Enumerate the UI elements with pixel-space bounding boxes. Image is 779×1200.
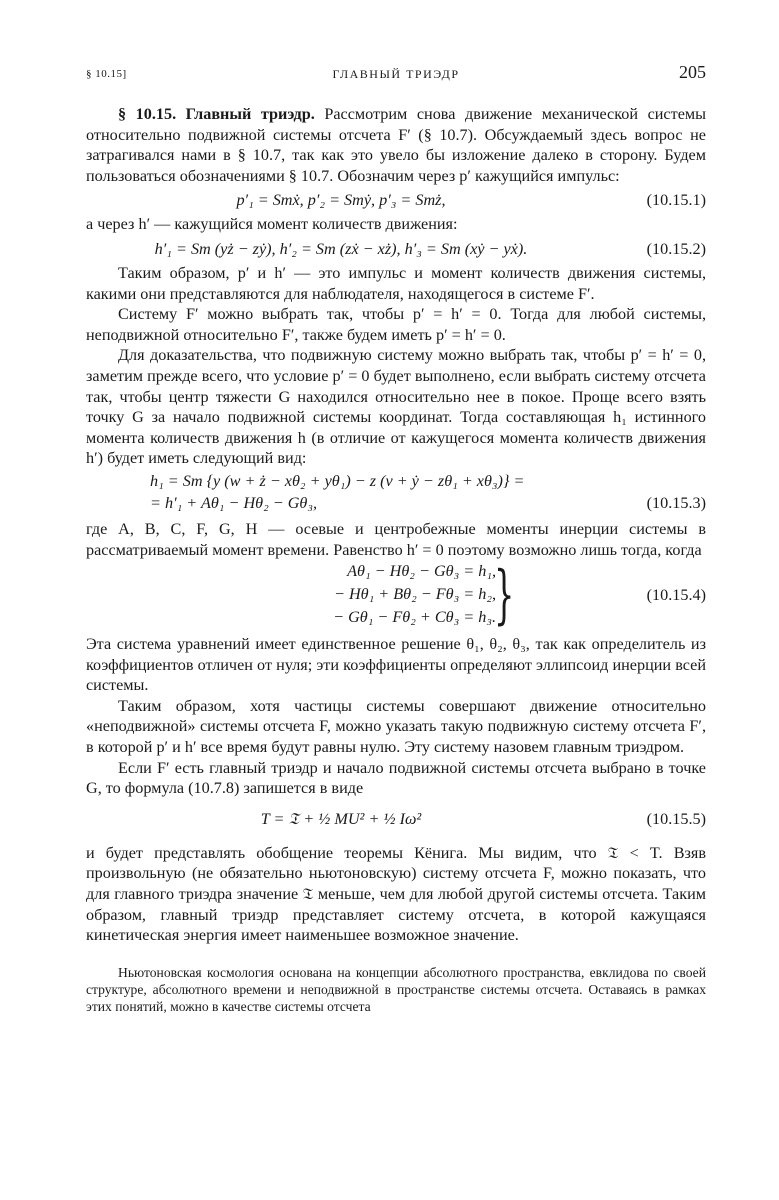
paragraph-10: и будет представлять обобщение теоремы Кёнига. Мы видим, что 𝔗 < T. Взяв произвольную (не обязательно ньютоновскую) систему отсчета F, можно показать, что для главного триэдра значение 𝔗 меньше, чем для любой другой системы отсчета. Таким образом, главный триэдр представляет систему отсчета, в которой кажущаяся кинетическая энергия имеет наименьшее возможное значение.: [86, 843, 706, 945]
paragraph-2: а через h′ — кажущийся момент количеств движения:: [86, 215, 458, 234]
equation-10-15-2: [86, 235, 706, 263]
equation-number: (10.15.2): [646, 239, 706, 258]
paragraph-8: Таким образом, хотя частицы системы совершают движение относительно «неподвижной» системы отсчета F, можно указать такую подвижную систему отсчета F′, в которой p′ и h′ все время будут равны нулю. Эту систему назовем главным триэдром.: [86, 696, 706, 757]
section-ref: § 10.15]: [86, 68, 127, 80]
paragraph-3: Таким образом, p′ и h′ — это импульс и момент количеств движения системы, какими они представляются для наблюдателя, находящегося в системе F′.: [86, 263, 706, 303]
paragraph-7: Эта система уравнений имеет единственное решение θ₁, θ₂, θ₃, так как определитель из коэффициентов отличен от нуля; эти коэффициенты определяют эллипсоид инерции всей системы.: [86, 635, 706, 695]
page-body: [86, 104, 706, 1015]
equation-body: T = 𝔗 + ½ MU² + ½ Iω²: [260, 809, 422, 828]
equation-line-2: = h′₁ + Aθ₁ − Hθ₂ − Gθ₃,: [150, 493, 318, 512]
equation-body: p′₁ = Smẋ, p′₂ = Smẏ, p′₃ = Smż,: [236, 191, 446, 210]
equation-line-1: h₁ = Sm {y (w + ż − xθ₂ + yθ₁) − z (v + ẏ − zθ₁ + xθ₃)} =: [150, 471, 525, 490]
right-brace: }: [494, 558, 515, 633]
paragraph-4: Систему F′ можно выбрать так, чтобы p′ = h′ = 0. Тогда для любой системы, неподвижной относительно F′, также будем иметь p′ = h′ = 0.: [86, 305, 706, 344]
section-heading: § 10.15. Главный триэдр.: [118, 105, 315, 123]
paragraph-9: Если F′ есть главный триэдр и начало подвижной системы отсчета выбрано в точке G, то формула (10.7.8) запишется в виде: [86, 758, 706, 798]
equation-number: (10.15.3): [646, 493, 706, 512]
equation-number: (10.15.4): [646, 586, 706, 605]
system-line-3: − Gθ₁ − Fθ₂ + Cθ₃ = h₃.: [333, 608, 496, 627]
equation-10-15-3: [86, 469, 706, 519]
paragraph-1-text: Рассмотрим снова движение механической системы относительно подвижной системы отсчета F′ (§ 10.7). Обсуждаемый здесь вопрос не затрагивался нами в § 10.7, так как это увело бы изложение далеко в сторону. Будем пользоваться обозначениями § 10.7. Обозначим через p′ кажущийся импульс:: [86, 105, 707, 185]
equation-body: h′₁ = Sm (yż − zẏ), h′₂ = Sm (zẋ − xż), h′₃ = Sm (xẏ − yẋ).: [154, 239, 528, 258]
paragraph-1: [86, 104, 706, 186]
equation-10-15-5: [86, 799, 706, 843]
page-number: 205: [679, 62, 706, 82]
equation-number: (10.15.1): [646, 191, 706, 210]
running-title: ГЛАВНЫЙ ТРИЭДР: [332, 67, 460, 81]
equation-lines: [286, 560, 496, 629]
footnote: Ньютоновская космология основана на концепции абсолютного пространства, евклидова по своей структуре, абсолютного времени и неподвижной в пространстве системы отсчета. Оставаясь в рамках этих понятий, можно в качестве системы отсчета: [86, 964, 706, 1014]
paragraph-6: где A, B, C, F, G, H — осевые и центробежные моменты инерции системы в рассматриваемый момент времени. Равенство h′ = 0 поэтому возможно лишь тогда, когда: [86, 519, 706, 559]
paragraph-5: Для доказательства, что подвижную систему можно выбрать так, чтобы p′ = h′ = 0, заметим прежде всего, что условие p′ = 0 будет выполнено, если выбрать систему отсчета так, чтобы центр тяжести G находился относительно нее в покое. Проще всего взять точку G за начало подвижной системы координат. Тогда составляющая h₁ истинного момента количеств движения h (в отличие от кажущегося момента количеств движения h′) будет иметь следующий вид:: [86, 346, 706, 468]
equation-number: (10.15.5): [646, 809, 706, 828]
system-line-2: − Hθ₁ + Bθ₂ − Fθ₃ = h₂,: [334, 585, 496, 604]
equation-10-15-1: [86, 186, 706, 214]
running-header: [86, 62, 706, 86]
equation-system-10-15-4: [86, 560, 706, 634]
system-line-1: Aθ₁ − Hθ₂ − Gθ₃ = h₁,: [347, 562, 496, 581]
